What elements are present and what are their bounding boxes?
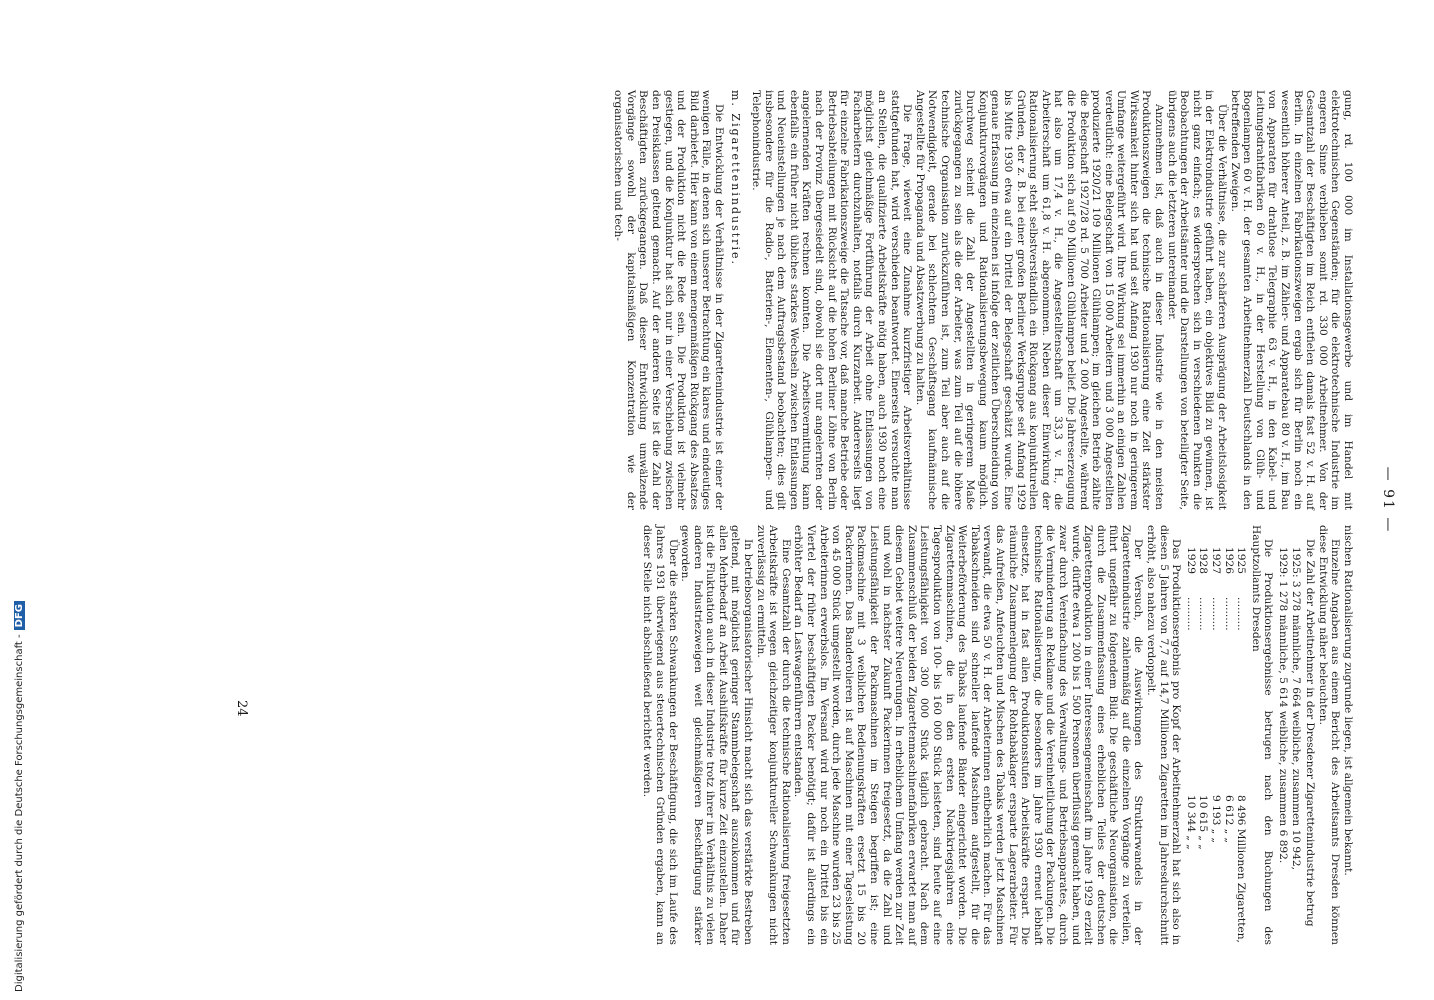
production-table	[1184, 547, 1247, 945]
dfg-logo: DFG	[14, 601, 25, 630]
paragraph: Eine Gesamtzahl der durch die technische Rationalisierung freigesetzten Arbeitskräfte ist wegen gleichzeitiger konjunktureller Schwankungen nicht zuverlässig zu ermitteln.	[754, 525, 792, 945]
paragraph: Der Versuch, die Auswirkungen des Strukturwandels in der Zigarettenindustrie zahlenmäßig auf die einzelnen Vorgänge zu verteilen, führt ungefähr zu folgendem Bild: Die geschäftliche Neuorganisation, die durch die Zusammenfassung eines erheblichen Teiles der deutschen Zigarettenproduktion in einer Interessengemeinschaft im Jahre 1929 erzielt wurde, dürfte etwa 1 200 bis 1 500 Personen überflüssig gemacht haben, und zwar durch Vereinfachung des Verwaltungs- und Betriebsapparates, durch die Verminderung an Reklame und die Vereinheitlichung der Packungen. Die technische Rationalisierung, die besonders im Jahre 1930 erneut lebhaft einsetzte, hat in fast allen Produktionsstufen Arbeitskräfte erspart. Die räumliche Zusammenlegung der Rohtabaklager ersparte Lagerarbeiter. Für das Aufreißen, Anfeuchten und Mischen des Tabaks werden jetzt Maschinen verwandt, die etwa 50 v. H. der Arbeiterinnen entbehrlich machen. Für das Tabakschneiden sind schneller laufende Maschinen aufgestellt, für die Weiterbeförderung des Tabaks laufende Bänder eingerichtet worden. Die Zigarettenmaschinen, die in den ersten Nachkriegsjahren eine Tagesproduktion von 100- bis 160 000 Stück leisteten, sind heute auf eine Leistungsfähigkeit von 300 000 Stück täglich gebracht. Nach dem Zusammenschluß der beiden Zigarettenmaschinenfabriken erwartet man auf diesem Gebiet weitere Neuerungen. In erheblichem Umfang werden zur Zeit und wohl in nächster Zukunft Packerinnen freigesetzt, da die Zahl und Leistungsfähigkeit der Packmaschinen im Steigen begriffen ist; eine Packmaschine mit 3 weiblichen Bedienungskräften ersetzt 15 bis 20 Packerinnen. Das Banderolieren ist auf Maschinen mit einer Tagesleistung von 45 000 Stück umgestellt worden, durch jede Maschine wurden 23 bis 25 Arbeiterinnen erwerbslos. Im Versand wird nur noch ein Drittel bis ein Viertel der früher beschäftigten Packer benötigt; dafür ist allerdings ein erhöhter Bedarf an Lastwagenführern entstanden.	[792, 525, 1145, 945]
production-year: 1929	[1184, 547, 1197, 574]
paragraph: gung, rd. 100 000 im Installationsgewerbe und im Handel mit elektrotechnischen Gegenständen; für die elektrotechnische Industrie im engeren Sinne verblieben somit rd. 330 000 Arbeitnehmer. Von der Gesamtzahl der Beschäftigten im Reich entfielen damals fast 52 v. H. auf Berlin. In einzelnen Fabrikationszweigen ergab sich für Berlin noch ein wesentlich höherer Anteil, z. B. im Zähler- und Apparatebau 80 v. H., im Bau von Apparaten für drahtlose Telegraphie 63 v. H., in den Kabel- und Leitungsdrahtfabriken 60 v. H., in der Herstellung von Glüh- und Bogenlampen 60 v. H. der gesamten Arbeitnehmerzahl Deutschlands in den betreffenden Zweigen.	[1228, 90, 1354, 510]
workers-row: 1925: 3 278 männliche, 7 664 weibliche, zusammen 10 942,	[1289, 547, 1302, 871]
workers-list	[1276, 547, 1301, 945]
workers-row: 1929: 1 278 männliche, 5 614 weibliche, zusammen 6 892.	[1277, 547, 1290, 864]
paragraph: Anzunehmen ist, daß auch in dieser Industrie wie in den meisten Produktionszweigen die technische Rationalisierung eine Zeit stärkster Wirksamkeit hinter sich hat und seit Anfang 1930 nur noch in geringerem Umfange weitergeführt wird. Ihre Wirkung sei immerhin an einigen Zahlen verdeutlicht: eine Belegschaft von 15 000 Arbeitern und 3 000 Angestellten produzierte 1920/21 109 Millionen Glühlampen; im gleichen Betrieb zählte die Belegschaft 1927/28 rd. 5 700 Arbeiter und 2 000 Angestellte, während die Produktion sich auf 90 Millionen Glühlampen belief. Die Jahreserzeugung hat also um 17,4 v. H., die Angestelltenschaft um 33,3 v. H., die Arbeiterschaft um 61,8 v. H. abgenommen. Neben dieser Einwirkung der Rationalisierung steht selbstverständlich ein Rückgang aus konjunkturellen Gründen, der z. B. bei einer großen Berliner Werksgruppe seit Anfang 1929 bis Mitte 1930 etwa auf ein Drittel der Belegschaft geschätzt wurde. Eine genaue Erfassung im einzelnen ist infolge der zeitlichen Überschneidung von Konjunkturvorgängen und Rationalisierungsbewegung kaum möglich. Durchweg scheint die Zahl der Angestellten in geringerem Maße zurückgegangen zu sein als die der Arbeiter, was zum Teil auf die höhere technische Organisation zurückzuführen ist, zum Teil aber auch auf die Notwendigkeit, gerade bei schlechtem Geschäftsgang kaufmännische Angestellte für Propaganda und Absatzwerbung zu halten.	[913, 90, 1166, 510]
production-year: 1925	[1235, 547, 1248, 574]
paragraph: Die Frage, wieweit eine Zunahme kurzfristiger Arbeitsverhältnisse stattgefunden hat, wird verschieden beantwortet. Einerseits versuchte man an Stellen, die qualifizierte Arbeitskräfte nötig haben, auch 1930 noch eine möglichst gleichmäßige Fortführung der Arbeit ohne Entlassungen von Facharbeitern durchzuhalten, notfalls durch Kurzarbeit. Andererseits liegt für einzelne Fabrikationszweige die Tatsache vor, daß manche Betriebe oder Betriebsabteilungen mit Rücksicht auf die hohen Berliner Löhne von Berlin nach der Provinz übergesiedelt sind, obwohl sie dort nur angelernten oder angelernenden Kräften rechnen konnten. Die Arbeitsvermittlung kann ebenfalls ein früher nicht übliches starkes Wechseln zwischen Entlassungen und Neueinstellungen je nach dem Auftragsbestand beobachten; dies gilt insbesondere für die Radio-, Batterien-, Elementen-, Glühlampen- und Telephonindustrie.	[750, 90, 914, 510]
page-number: 24	[234, 700, 249, 717]
production-row	[1209, 547, 1222, 945]
section-heading: m. Zigarettenindustrie.	[729, 90, 743, 266]
leader-dots: ..........	[1184, 597, 1197, 631]
page-header: — 91 —	[1380, 466, 1396, 534]
leader-dots: ..........	[1222, 597, 1235, 631]
paragraph: nischen Rationalisierung zugrunde liegen, ist allgemein bekannt.	[1342, 525, 1354, 876]
paragraph: Die Entwicklung der Verhältnisse in der Zigarettenindustrie ist einer der wenigen Fälle, in denen sich unserer Betrachtung ein klares und eindeutiges Bild darbietet. Hier kann von einem mengenmäßigen Rückgang des Absatzes und der Produktion nicht die Rede sein. Die Produktion ist vielmehr gestiegen, und die Konjunktur hat sich nur in einer Verschiebung zwischen den Preisklassen geltend gemacht. Auf der anderen Seite ist die Zahl der Beschäftigten zurückgegangen. Daß dieser Entwicklung umwälzende Vorgänge sowohl der kapitalsmäßigen Konzentration wie der organisatorischen und tech-	[612, 90, 725, 510]
digitization-note	[14, 12, 25, 992]
paragraph: Einzelne Angaben aus einem Bericht des Arbeitsamts Dresden können diese Entwicklung näher beleuchten.	[1316, 525, 1342, 945]
production-value: 10 344 „ „	[1184, 795, 1197, 850]
production-value: 6 612 „ „	[1222, 795, 1235, 844]
production-year: 1928	[1197, 547, 1210, 574]
production-value: 9 193 „ „	[1210, 795, 1223, 844]
paragraph: Über die Verhältnisse, die zur schärferen Ausprägung der Arbeitslosigkeit in der Elektroindustrie geführt haben, ein objektives Bild zu gewinnen, ist nicht ganz einfach; es widersprechen sich in verschiedenen Punkten die Beobachtungen der Arbeitsämter und die Darstellungen von beteiligter Seite, übrigens auch die letzteren untereinander.	[1165, 90, 1229, 510]
production-value: 8 496 Millionen Zigaretten,	[1235, 795, 1248, 943]
paragraph: Das Produktionsergebnis pro Kopf der Arbeitnehmerzahl hat sich also in diesen 5 Jahren von 7,7 auf 14,7 Millionen Zigaretten im Jahresdurchschnitt erhöht, also nahezu verdoppelt.	[1145, 525, 1183, 945]
paragraph: In betriebsorganisatorischer Hinsicht macht sich das verstärkte Bestreben geltend, mit möglichst geringer Stammbelegschaft auszukommen und für allen Mehrbedarf an Arbeit Aushilfskräfte für kurze Zeit einzustellen. Daher ist die Fluktuation auch in dieser Industrie trotz ihrer im Verhältnis zu vielen anderen Industriezweigen weit gleichmäßigeren Beschäftigung stärker geworden.	[679, 525, 755, 945]
leader-dots: ..........	[1197, 597, 1210, 631]
right-column	[174, 525, 1354, 945]
production-row	[1222, 547, 1235, 945]
production-year: 1926	[1222, 547, 1235, 574]
production-row	[1235, 547, 1248, 945]
paragraph: Die Produktionsergebnisse betrugen nach den Buchungen des Hauptzollamts Dresden	[1249, 525, 1275, 945]
digitization-text: Digitalisierung gefördert durch die Deutsche Forschungsgemeinschaft -	[14, 634, 25, 992]
production-year: 1927	[1210, 547, 1223, 574]
paragraph: Über die starken Schwankungen der Beschäftigung, die sich im Laufe des Jahres 1931 überwiegend aus steuertechnischen Gründen ergaben, kann an dieser Stelle nicht abschließend berichtet werden.	[641, 525, 679, 945]
leader-dots: ..........	[1210, 597, 1223, 631]
leader-dots: ..........	[1235, 597, 1248, 631]
production-value: 10 615 „ „	[1197, 795, 1210, 850]
production-row	[1197, 547, 1210, 945]
paragraph: Die Zahl der Arbeitnehmer in der Dresdener Zigarettenindustrie betrug	[1304, 539, 1317, 927]
left-column	[174, 90, 1354, 510]
production-row	[1184, 547, 1197, 945]
